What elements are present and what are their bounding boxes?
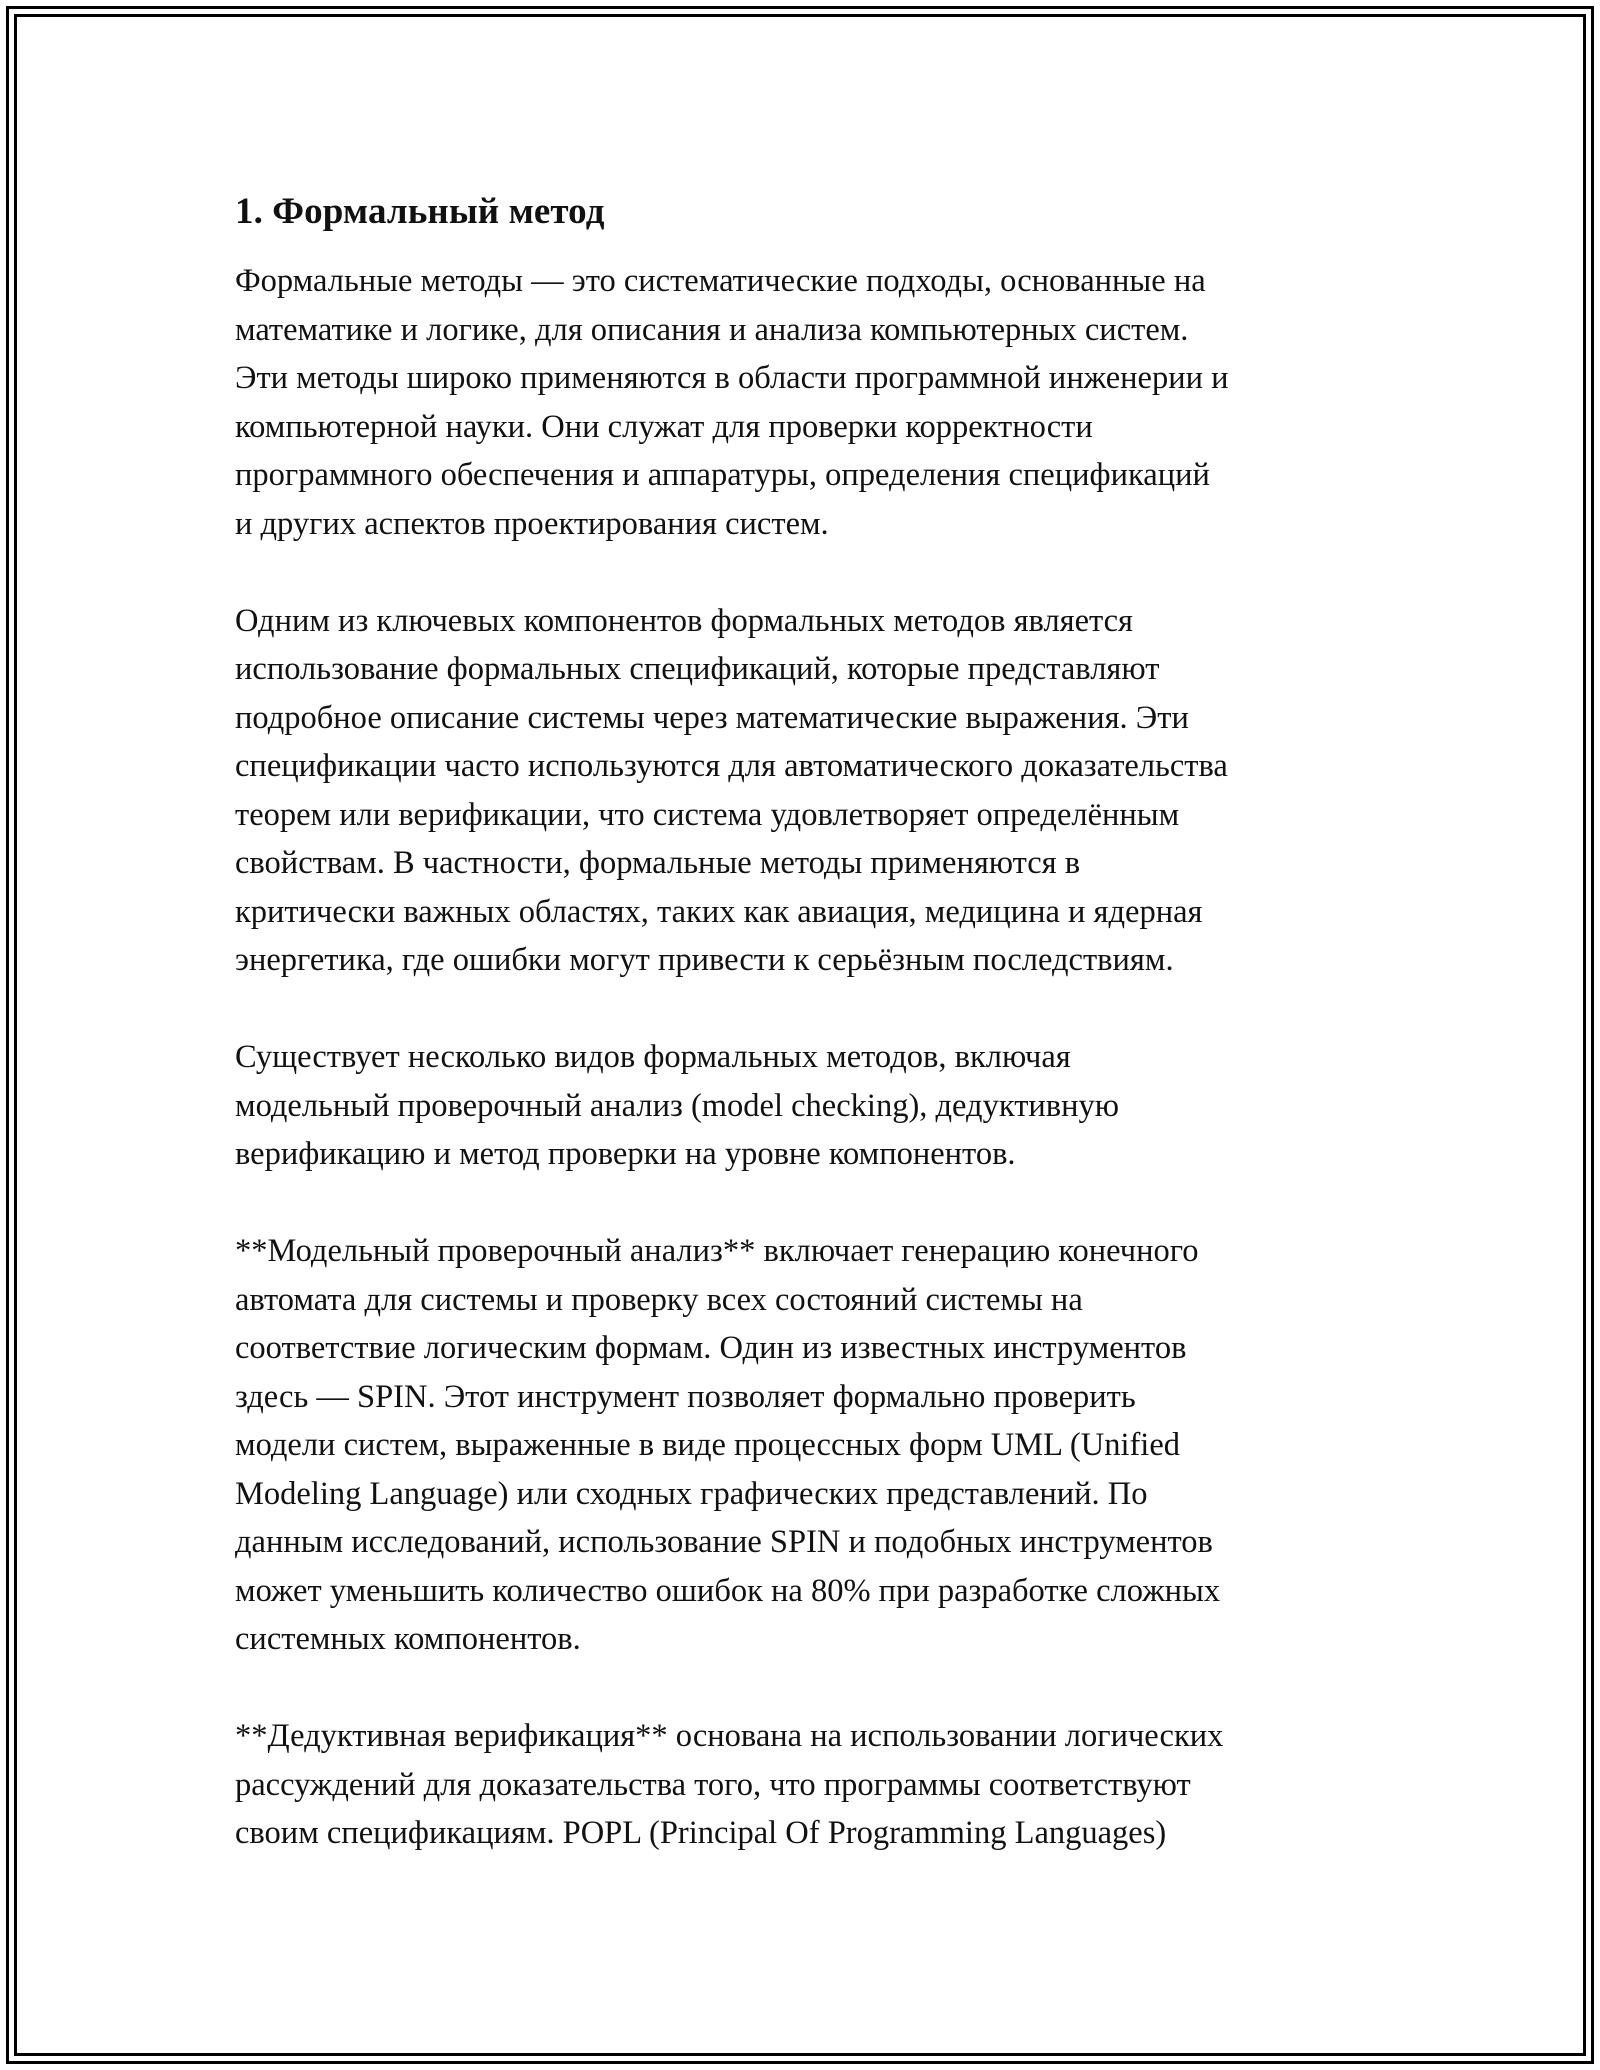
- text-line: Существует несколько видов формальных методов, включая: [235, 1039, 1071, 1075]
- text-line: модели систем, выраженные в виде процессных форм UML (Unified: [235, 1427, 1181, 1463]
- text-line: свойствам. В частности, формальные методы применяются в: [235, 845, 1081, 881]
- text-line: модельный проверочный анализ (model checking), дедуктивную: [235, 1087, 1120, 1124]
- text-line: автомата для системы и проверку всех состояний системы на: [235, 1281, 1083, 1318]
- text-line: соответствие логическим формам. Один из известных инструментов: [235, 1330, 1187, 1366]
- text-line: **Модельный проверочный анализ** включает генерацию конечного: [235, 1233, 1199, 1269]
- text-line: и других аспектов проектирования систем.: [235, 505, 829, 542]
- text-line: математике и логике, для описания и анализа компьютерных систем.: [235, 311, 1189, 348]
- text-line: подробное описание системы через математические выражения. Эти: [235, 699, 1189, 736]
- text-line: может уменьшить количество ошибок на 80% при разработке сложных: [235, 1572, 1221, 1609]
- paragraph-specifications: [235, 597, 1375, 985]
- text-line: энергетика, где ошибки могут привести к серьёзным последствиям.: [235, 942, 1174, 978]
- document-body: [235, 185, 1375, 1906]
- text-line: компьютерной науки. Они служат для проверки корректности: [235, 408, 1093, 445]
- text-line: здесь — SPIN. Этот инструмент позволяет формально проверить: [235, 1378, 1136, 1415]
- paragraph-method-types: [235, 1033, 1375, 1179]
- text-line: рассуждений для доказательства того, что программы соответствуют: [235, 1766, 1191, 1803]
- text-line: использование формальных спецификаций, которые представляют: [235, 651, 1160, 687]
- text-line: программного обеспечения и аппаратуры, определения спецификаций: [235, 457, 1210, 493]
- text-line: Одним из ключевых компонентов формальных методов является: [235, 602, 1134, 639]
- text-line: системных компонентов.: [235, 1621, 581, 1657]
- paragraph-intro: [235, 257, 1375, 548]
- text-line: своим спецификациям. POPL (Principal Of Programming Languages): [235, 1815, 1167, 1851]
- text-line: данным исследований, использование SPIN и подобных инструментов: [235, 1524, 1213, 1560]
- text-line: **Дедуктивная верификация** основана на использовании логических: [235, 1718, 1224, 1754]
- paragraph-model-checking: [235, 1227, 1375, 1664]
- text-line: верификацию и метод проверки на уровне компонентов.: [235, 1136, 1016, 1172]
- paragraph-deductive-verification: [235, 1712, 1375, 1858]
- text-line: теорем или верификации, что система удовлетворяет определённым: [235, 796, 1180, 833]
- section-heading: 1. Формальный метод: [235, 191, 605, 232]
- text-line: критически важных областях, таких как авиация, медицина и ядерная: [235, 893, 1203, 930]
- text-line: Эти методы широко применяются в области программной инженерии и: [235, 360, 1229, 396]
- text-line: Modeling Language) или сходных графических представлений. По: [235, 1475, 1148, 1512]
- text-line: спецификации часто используются для автоматического доказательства: [235, 748, 1228, 784]
- text-line: Формальные методы — это систематические подходы, основанные на: [235, 263, 1206, 299]
